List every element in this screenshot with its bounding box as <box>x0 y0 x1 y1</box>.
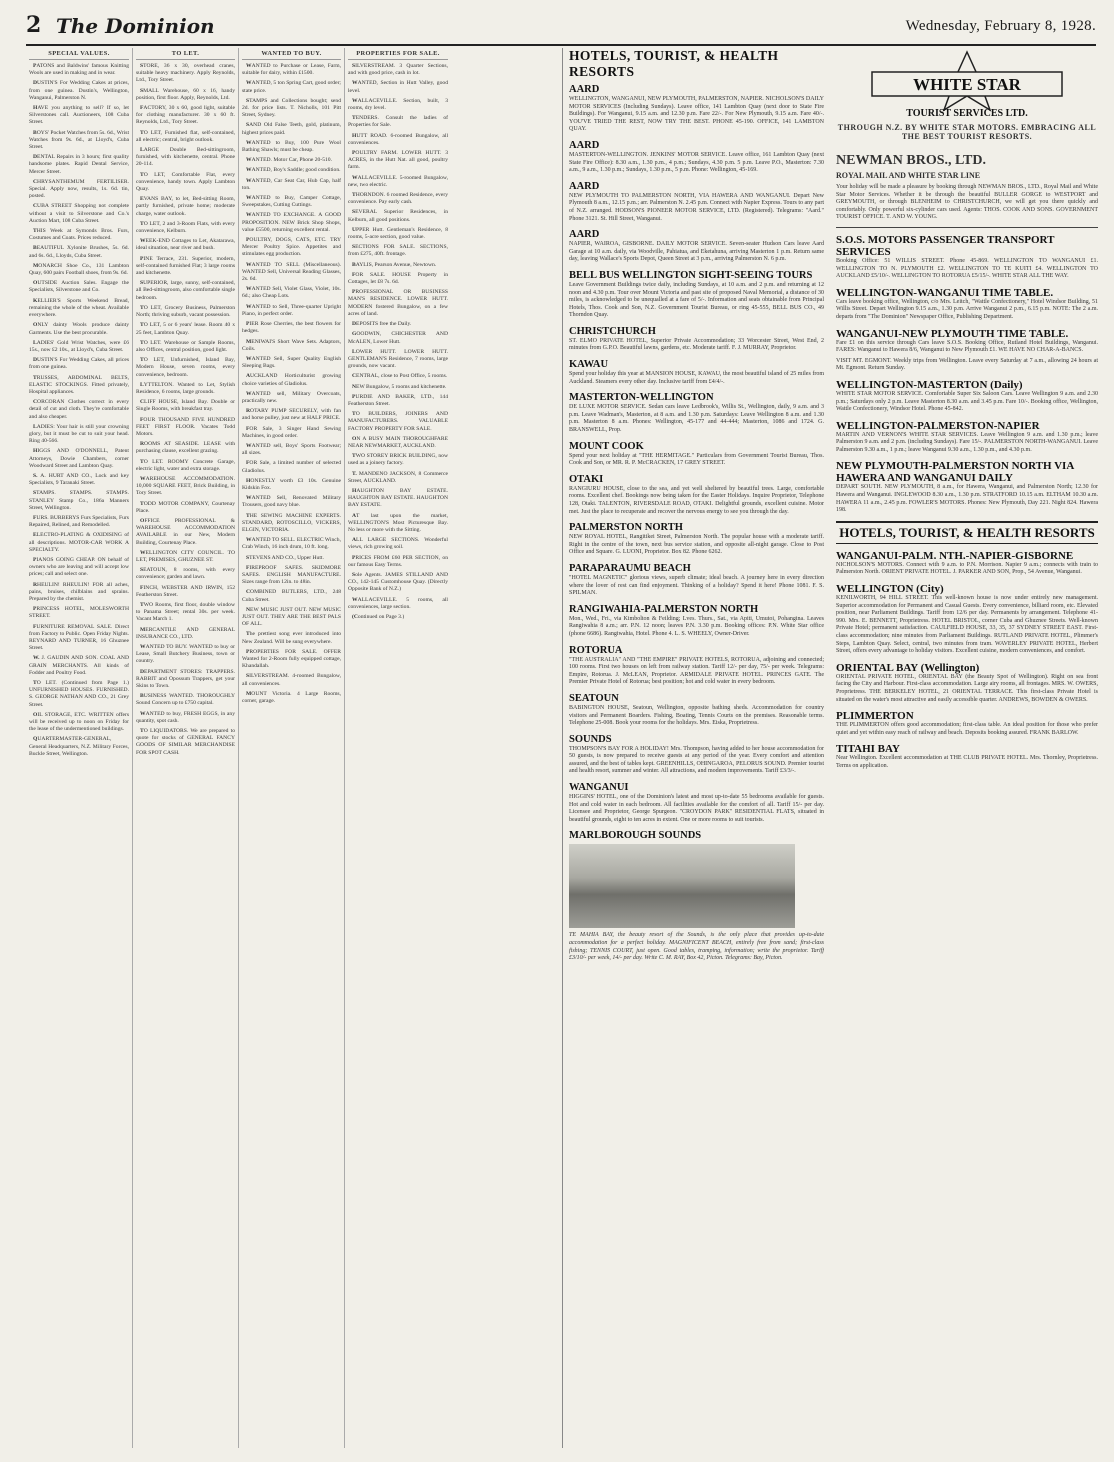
np-body: Fare £1 on this service through Cars leave S.O.S. Booking Office, Rutland Hotel Buildings, Wanganui. FARES: Wanganui to Hawera 8/6, Wanganui to New Plymouth £1. WE HAVE NO CHAR-A-BANCS. <box>836 339 1098 354</box>
np-title: WANGANUI-NEW PLYMOUTH TIME TABLE. <box>836 327 1069 340</box>
page-number: 2 <box>26 12 42 38</box>
classified-column-4 <box>344 48 451 1448</box>
classified-ad: TO LET, Grocery Business, Palmerston North; thriving suburb, vacant possession. <box>136 304 235 319</box>
napier-body: MARTIN AND VERNON'S WHITE STAR SERVICES. Leave Wellington 9 a.m. and 1.30 p.m.; leave Palmerston 9 a.m. and 2 p.m. (including Sundays). Fare 15/-. PALMERSTON NORTH-WANGANUI. Leave Palmerston 9.30 a.m., 1 p.m.; leave Wanganui 9.30 a.m., 1.30 p.m., and 4.30 p.m. <box>836 431 1098 453</box>
hotel-entry-name: SOUNDS <box>569 733 612 745</box>
classified-ad: WANTED, Section in Hutt Valley, good level. <box>348 80 448 94</box>
classified-ad: DEPOSITS free the Daily. <box>352 321 412 328</box>
classified-ad: DUSTIN'S For Wedding Cakes at prices, from one guinea. Dustin's, Wellington, Wanganui, Palmerston N. <box>29 80 129 101</box>
divider <box>836 227 1098 228</box>
hotel-entry-name: AARD <box>569 229 600 241</box>
classified-ad: CHRYSANTHEMUM FERTILISER. Special. Apply now, results, 1s. 6d. tin, posted. <box>29 178 129 200</box>
hotel-entry-body: NEW PLYMOUTH TO PALMERSTON NORTH, VIA HAWERA AND WANGANUI. Depart New Plymouth 8 a.m., 12.15 p.m.; arr. Palmerston N. 2.45 p.m. Connect with Napier Express. Tours to any part of N.Z. arranged. HODSON'S PIONEER MOTOR SERVICE, LTD. (Registered). Telegrams: "Aard." Phone 3121. St. Hill Street, Wanganui. <box>569 192 824 222</box>
classified-ad: WANTED to Purchase or Lease, Farm, suitable for dairy, within £1500. <box>242 63 341 77</box>
timetable-title: WELLINGTON-WANGANUI TIME TABLE. <box>836 286 1054 299</box>
hotel-entry-body: TE MAHIA BAY, the beauty resort of the Sounds, is the only place that provides up-to-date accommodation for a perfect holiday. MAGNIFICENT BEACH, entirely free from sand; first-class fishing; TENNIS COURT, just open. Good tables, tramping, information; write the proprietor. Tariff £3/10/- per week, 14/- per day. Write C. M. RAY, Box 42, Picton. Telegrams: Bay, Picton. <box>569 932 824 962</box>
classified-column-2 <box>132 48 238 1448</box>
hotel-entries <box>569 84 824 963</box>
hotel-entry-name: AARD <box>569 84 600 95</box>
classified-ad: CENTRAL, close to Post Office, 5 rooms. <box>352 373 448 380</box>
hotel-entry <box>569 229 824 264</box>
classified-ad: THE SEWING MACHINE EXPERTS. STANDARD, ROTOSCILLO, VICKERS, ELGIN, VICTORIA. <box>242 512 341 533</box>
classified-ad: (Continued on Page 3.) <box>352 614 405 620</box>
classified-ad: FOR Sale, a limited number of selected Gladiolus. <box>242 460 341 474</box>
hotels-title-2: HOTELS, TOURIST, & HEALTH RESORTS <box>836 521 1098 544</box>
hotel-entry-body: MASTERTON-WELLINGTON. JENKINS' MOTOR SERVICE. Leave office, 161 Lambton Quay (next State Fire Office): 8.30 a.m., 1.30 p.m., 4 p.m.; Sundays, 4.30 p.m. 5 p.m. Leave P.O., Masterton: 7.30 a.m., 9 a.m., 1.30 p.m.; Sundays, 1.30 p.m., 5 p.m. Phone: Wellington, 45-169. <box>569 151 824 174</box>
ads-list <box>348 63 448 621</box>
classified-ad: STAMPS and Collections bought; send 2d. for price lists. T. Nicholls, 101 Pitt Street, Sydney. <box>242 97 341 119</box>
classified-ad: HAUGHTON BAY ESTATE. HAUGHTON BAY ESTATE. HAUGHTON BAY ESTATE. <box>348 487 448 509</box>
column-heading: PROPERTIES FOR SALE. <box>348 50 448 60</box>
hotel-entry-name: CHRISTCHURCH <box>569 325 656 337</box>
ads-list <box>242 63 341 705</box>
classified-ad: BOYS' Pocket Watches from 5s. 6d., Wrist Watches from 9s. 6d., at Lloyd's, Cuba Street. <box>29 129 129 151</box>
classified-ad: TO LIQUIDATORS. We are prepared to quote for stocks of GENERAL FANCY GOODS OF SIMILAR MERCHANDISE FOR SPOT CASH. <box>136 728 235 756</box>
hotel-entry <box>569 84 824 134</box>
classified-ad: DENTAL Repairs in 3 hours; first quality handsome plates. Rapid Dental Service, Mercer Street. <box>29 154 129 175</box>
classified-ad: FIREPROOF SAFES. SKIDMORE SAFES. ENGLISH MANUFACTURE. Sizes range from 12in. to 48in. <box>242 564 341 586</box>
classified-ad: TWO Rooms, first floor, double window to Panama Street; rental 30s. per week. Vacant March 1. <box>136 602 235 623</box>
hotel-entry <box>569 830 824 962</box>
classified-ad: GOODWIN, CHICHESTER AND McALEN, Lower Hutt. <box>348 331 448 345</box>
classified-ad: RHEULIN! RHEULIN! FOR all aches, pains, bruises, chilblains and sprains. Prepared by the chemist. <box>29 581 129 602</box>
classified-ad: STAMPS. STAMPS. STAMPS. STANLEY Stamp Co., 186a Manners Street, Wellington. <box>29 490 129 511</box>
classified-ad: QUARTERMASTER-GENERAL, General Headquarters, N.Z. Military Forces, Buckle Street, Wellington. <box>29 736 129 757</box>
classified-ad: WELLINGTON CITY COUNCIL. TO LET, PREMISES, GHUZNEE ST. <box>136 549 235 563</box>
classified-ad: STORE, 36 x 30, overhead cranes, suitable heavy machinery. Apply Reynolds, Ltd., Tory Street. <box>136 63 235 84</box>
classified-column-3 <box>238 48 344 1448</box>
classified-ad: TO LET. Warehouse or Sample Rooms, also Offices, central position, good light. <box>136 339 235 353</box>
hotel-entry-body: Spend your holiday this year at MANSION HOUSE, KAWAU, the most beautiful island of 25 miles from Auckland. Steamers every other day. Inclusive tariff from £4/4/-. <box>569 371 824 385</box>
classified-ad: Sole Agents. JAMES STILLAND AND CO., 142-145 Customhouse Quay. (Directly Opposite Bank of N.Z.) <box>348 571 448 593</box>
classified-ad: S. A. HURT AND CO., Lock and key Specialists, 9 Taranaki Street. <box>29 472 129 487</box>
hotels-section <box>562 48 824 1448</box>
wngn-title: WANGANUI-PALM. NTH.-NAPIER-GISBORNE <box>836 549 1074 562</box>
hotel-entry <box>569 734 824 776</box>
hotel-entry <box>569 392 824 434</box>
classified-ad: CORCORAN Clothes correct in every detail of cut and cloth. They're comfortable and also cheaper. <box>29 399 129 420</box>
classified-ad: WANTED TO SELL. ELECTRIC Winch, Crab Winch, 16 inch drum, 10 ft. long. <box>242 537 341 551</box>
hotel-entry-body: RANGIURU HOUSE, close to the sea, and yet well sheltered by beautiful trees. Large, comfortable rooms. Excellent chef. Bookings now being taken for the Easter Holidays. Inquire Proprietor, Telephone 128, Otaki. TALENTON, RIVERSDALE ROAD, OTAKI. Delightful grounds, excellent cuisine. Motor met. Just the place to recuperate and recover the nervous energy to see you through the day. <box>569 485 824 515</box>
nplym-title: NEW PLYMOUTH-PALMERSTON NORTH VIA HAWERA AND WANGANUI DAILY <box>836 460 1074 485</box>
classified-ad: MENIWAI'S Short Wave Sets. Adaptors, Coils. <box>242 338 341 352</box>
classified-ad: TWO STOREY BRICK BUILDING, now used as a joinery factory. <box>348 453 448 467</box>
masthead <box>26 10 1096 46</box>
classified-ad: W. J. GAUDIN AND SON. COAL AND GRAIN MERCHANTS. All kinds of Fodder and Poultry Food. <box>29 655 129 676</box>
classified-ad: The prettiest song ever introduced into New Zealand. Will be sung everywhere. <box>242 631 341 645</box>
hotel-entry-body: NEW ROYAL HOTEL, Rangitikei Street, Palmerston North. The popular house with a moderate tariff. Right in the centre of the town, next bus service station, and opposite all-night garage. Close to Post Office and Square. G. LUONI, Proprietor. Box 82. Phone 6262. <box>569 534 824 556</box>
classified-ad: OUTSIDE Auction Sales. Engage the Specialists, Silverstone and Co. <box>29 280 129 294</box>
classified-ad: LOWER HUTT. LOWER HUTT. GENTLEMAN'S Residence, 7 rooms, large grounds, now vacant. <box>348 348 448 370</box>
hotel-entry-body: THOMPSON'S BAY FOR A HOLIDAY! Mrs. Thompson, having added to her house accommodation for 50 guests, is now prepared to receive guests at any period of the year. Every comfort and attention assured, and the best of tables kept. GREENHILLS, OHINGAROA, PELORUS SOUND. Premier tourist and health resort, summer and winter. All attractions, and modern improvements. Tariff £3/3/-. <box>569 745 824 775</box>
ads-list <box>29 63 129 758</box>
classified-ad: WANTED Sell, Violet Glass, Violet, 10s. 6d.; also Cheap Lots. <box>242 286 341 300</box>
classified-ad: WAREHOUSE ACCOMMODATION. 10,000 SQUARE FEET, Brick Building, in Tory Street. <box>136 475 235 497</box>
classified-ad: SILVERSTREAM. 4-roomed Bungalow, all conveniences. <box>242 673 341 687</box>
hotel-entry <box>569 474 824 516</box>
classified-ad: PIER Rose Cherries, the best flowers for hedges. <box>242 321 341 335</box>
classified-ad: FINCH, WEBSTER AND IRWIN, 152 Featherston Street. <box>136 584 235 598</box>
classified-ad: SECTIONS FOR SALE. SECTIONS, from £275, 40ft. frontage. <box>348 244 448 258</box>
classified-column-1 <box>26 48 132 1448</box>
classified-ad: PROFESSIONAL OR BUSINESS MAN'S RESIDENCE. LOWER HUTT. MODERN fostered Bungalow, on a few acres of land. <box>348 289 448 317</box>
classified-ad: WALLACEVILLE. Section, built, 3 rooms, dry level. <box>348 97 448 112</box>
classified-ad: DUSTIN'S For Wedding Cakes, all prices from one guinea. <box>29 357 129 371</box>
classified-ad: FOR Sale, 3 Singer Hand Sewing Machines, in good order. <box>242 425 341 439</box>
plimmerton-body: THE PLIMMERTON offers good accommodation; first-class table. An ideal position for those who prefer quiet and yet within easy reach of railway and beach. Deposits booking assured. FRANK BARLOW. <box>836 722 1098 736</box>
classified-ad: WEEK-END Cottages to Let, Akatarawa, ideal situation, near river and bush. <box>136 238 235 252</box>
classified-ad: MONARCH Shoe Co., 131 Lambton Quay, 600 pairs Football shoes, from 9s. 6d. <box>29 262 129 277</box>
classified-ad: TENDERS. Consult the ladies of Properties for Sale. <box>348 115 448 129</box>
hotel-entry-name: KAWAU <box>569 359 609 371</box>
classified-ad: SEATOUN, 8 rooms, with every convenience; garden and lawn. <box>136 567 235 581</box>
napier-title: WELLINGTON-PALMERSTON-NAPIER <box>836 419 1040 432</box>
classified-ad: SUPERIOR, large, sunny, self-contained, all Bed-sittingroom, also comfortable single bedroom. <box>136 280 235 301</box>
classified-ad: MERCANTILE AND GENERAL INSURANCE CO., LTD. <box>136 626 235 640</box>
hotel-entry-name: MARLBOROUGH SOUNDS <box>569 830 702 842</box>
white-star-tagline: THROUGH N.Z. BY WHITE STAR MOTORS. EMBRACING ALL THE BEST TOURIST RESORTS. <box>837 123 1097 141</box>
hotel-entry-name: BELL BUS WELLINGTON SIGHT-SEEING TOURS <box>569 269 813 281</box>
classified-ad: FURNITURE REMOVAL SALE. Direct from Factory to Public. Open Friday Nights. REYNARD AND TURNER, 16 Ghuznee Street. <box>29 623 129 652</box>
marlborough-sounds-photo <box>569 844 795 928</box>
hotel-entry-name: AARD <box>569 139 600 151</box>
classified-ad: WANTED, Boy's Saddle; good condition. <box>246 167 341 174</box>
paper-name: The Dominion <box>56 14 215 38</box>
classified-ad: TO LET. ROOMY Concrete Garage, electric light, water and extra storage. <box>136 458 235 472</box>
classified-ad: ON A BUSY MAIN THOROUGHFARE NEAR NEWMARKET, AUCKLAND. <box>348 435 448 449</box>
classified-ad: OIL STORAGE, ETC. WRITTEN offers will be received up to noon on Friday for the lease of the undermentioned buildings. <box>29 711 129 733</box>
classified-ad: PROPERTIES FOR SALE. OFFER Wanted for 2-Room fully equipped cottage, Khandallah. <box>242 648 341 670</box>
classified-ad: HIGGS AND O'DONNELL, Patent Attorneys, Dowie Chambers, corner Woodward Street and Lambton Quay. <box>29 448 129 469</box>
newman-subtitle: ROYAL MAIL AND WHITE STAR LINE <box>836 171 981 180</box>
classified-ad: WANTED Sell, Renovated Military Trousers, good navy blue. <box>242 495 341 509</box>
classified-ad: ALL LARGE SECTIONS. Wonderful views, rich growing soil. <box>348 537 448 551</box>
daily-title: WELLINGTON-MASTERTON (Daily) <box>836 378 1023 391</box>
classified-ad: LADIES: Your hair is still your crowning glory, but it must be cut to suit your head. Ring 40-566. <box>29 423 129 445</box>
hotel-entry <box>569 645 824 687</box>
classified-ad: WANTED to Buy, Camper Cottage, Sweepstakes, Cutting Cuttings. <box>242 195 341 209</box>
egmont-body: VISIT MT. EGMONT. Weekly trips from Wellington. Leave every Saturday at 7 a.m., allowing 24 hours at Mt. Egmont. Return Sunday. <box>836 357 1098 372</box>
classified-ad: AT last upon the market, WELLINGTON'S Most Picturesque Bay. No less or more with the Sitting. <box>348 512 448 533</box>
classified-ad: FACTORY, 30 x 60, good light, suitable for clothing manufacturer. 30 x 60 ft. Reynolds, Ltd., Tory Street. <box>136 105 235 126</box>
classified-ad: PIANOS GOING CHEAP. ON behalf of owners who are leaving and will accept low prices; call and select one. <box>29 556 129 578</box>
classified-ad: CLIFF HOUSE, Island Bay. Double or Single Rooms, with breakfast tray. <box>136 399 235 413</box>
hotel-entry <box>569 326 824 353</box>
hotel-entry-body: "HOTEL MAGNETIC" glorious views, superb climate; ideal beach. A journey here in every direction where the lover of rest can find enjoyment. Thinking of a holiday? Spend it here! Phone 1081. F. S. SPILMAN. <box>569 574 824 597</box>
classified-ad: THIS Week at Symonds Bros. Furs, Costumes and Coats. Prices reduced. <box>29 228 129 242</box>
newman-body: Your holiday will be made a pleasure by booking through NEWMAN BROS., LTD., Royal Mail and White Star Motor Services. Whether it be through the beautiful BULLER GORGE to WESTPORT and GREYMOUTH, or through BLENHEIM to CHRISTCHURCH, we will get you there quickly and comfortably. Only powerful six-cylinder cars used. Agents: THOS. COOK AND SONS. GOVERNMENT TOURIST OFFICE. T. AND W. YOUNG. <box>836 184 1098 221</box>
classified-ad: CUBA STREET Shopping not complete without a visit to Silverstone and Co.'s Auction Mart, 108 Cuba Street. <box>29 203 129 224</box>
classified-ad: PRINCESS HOTEL, MOLESWORTH STREET. <box>29 606 129 620</box>
classified-ad: PATONS and Baldwins' famous Knitting Wools are used in making and in wear. <box>29 63 129 77</box>
hotel-entry-name: OTAKI <box>569 473 604 485</box>
classified-ad: ROOMS AT SEASIDE. LEASE with purchasing clause, excellent grazing. <box>136 441 235 455</box>
hotel-entry-name: WANGANUI <box>569 782 629 794</box>
hotel-entry-body: NAPIER, WAIROA, GISBORNE. DAILY MOTOR SERVICE. Seven-seater Hudson Cars leave Aard Garage at 10 a.m. daily, via Woodville, Pahiatua, and Eketahuna, arriving Masterton 1 p.m. Return same day, leaving Wallace's Sports Depot, Queen Street at 3 p.m., arriving Palmerston N. 6 p.m. <box>569 241 824 263</box>
hotel-entry-body: DE LUXE MOTOR SERVICE. Sedan cars leave Ledbrook's, Willis St., Wellington, daily, 9 a.m. and 3 p.m. Leave Wadman's, Masterton, at 8 a.m. and 1.30 p.m. Saturdays: Leave Wellington 8 a.m. and 1.30 p.m. Masterton 8 a.m. Phones: Wellington, 45-177 and 44-444; Masterton, 1086 and 1724. G. BRANSWELL, Prop. <box>569 404 824 434</box>
classified-ad: LYTTELTON. Wanted to Let, Stylish Residence, 6 rooms, large grounds. <box>136 381 235 395</box>
classified-ad: FOUR THOUSAND FIVE HUNDRED FEET FIRST FLOOR. Vacates Todd Motors. <box>136 416 235 437</box>
classified-ad: PINE Terrace, 231. Superior, modern, self-contained furnished Flat; 3 large rooms and kitchenette. <box>136 255 235 277</box>
classified-ad: ONLY dainty Wools produce dainty Garments. Use the best procurable. <box>29 322 129 336</box>
classified-ad: WANTED to Buy, 100 Pure Wool Bathing Shawls; must be cheap. <box>242 139 341 154</box>
classified-ad: TO LET. (Continued from Page 1.) UNFURNISHED HOUSES. FURNISHED. S. GEORGE NATHAN AND CO., 21 Grey Street. <box>29 680 129 708</box>
hotel-entry-name: ROTORUA <box>569 644 623 656</box>
classified-ad: FOR SALE. HOUSE Property in Cottages, let £8 7s. 6d. <box>348 271 448 286</box>
newman-title: NEWMAN BROS., LTD. <box>836 153 987 168</box>
classified-ad: TO LET, 5 or 6 years' lease. Room 40 x 25 feet, Lambton Quay. <box>136 322 235 336</box>
timetable-body: Cars leave booking office, Wellington, c/o Mrs. Leitch, "Wattle Confectionery," Hotel Windsor Building, 51 Willis Street. Depart Wellington 9.15 a.m., 1.30 p.m. Arrive Wanganui 2 p.m., 6.15 p.m. NOTE: The 2 a.m. departs from "The Dominion" Newspaper Office, Publishing Department. <box>836 298 1098 320</box>
classified-ad: THORNDON. 6 roomed Residence, every convenience. Pay early cash. <box>348 192 448 206</box>
classified-ad: BAYLIS, Pearson Avenue, Newtown. <box>352 261 437 268</box>
classified-ad: WANTED Sell, Super Quality English Sleeping Bags. <box>242 355 341 370</box>
hotel-entry-body: BABINGTON HOUSE, Seatoun, Wellington, opposite bathing sheds. Accommodation for country visitors and Permanent Boarders. Fishing, Boating, Tennis Courts on the premises. Reasonable terms. Telephone 25-008. Book your rooms for the holidays. Mrs. Eiska, Proprietress. <box>569 704 824 727</box>
classified-ad: PURDIE AND BAKER, LTD., 144 Featherston Street. <box>348 393 448 407</box>
classified-ad: T. MANDENO JACKSON, 8 Commerce Street, AUCKLAND. <box>348 470 448 484</box>
hotel-entry <box>569 693 824 728</box>
hotel-entry-body: Spend your next holiday at "THE HERMITAGE." Particulars from Government Tourist Bureau, Thos. Cook and Son, or MR. R. P. McCRACKEN, 17 GREY STREET. <box>569 452 824 467</box>
classified-ad: NEW MUSIC JUST OUT. NEW MUSIC JUST OUT. THEY ARE THE BEST PALS OF ALL. <box>242 606 341 628</box>
white-star-column <box>836 48 1098 1448</box>
classified-ad: TO LET, Unfurnished, Island Bay, Modern House, seven rooms, every convenience, bedroom. <box>136 357 235 378</box>
hotel-entry-body: WELLINGTON, WANGANUI, NEW PLYMOUTH, PALMERSTON, NAPIER. NICHOLSON'S DAILY MOTOR SERVICES (Including Sundays). Leave office, 141 Lambton Quay (next door to State Fire Buildings). For Wanganui, 9.15 a.m. and 12.30 p.m. Fare 22/-. For New Plymouth, 9.15 a.m. Fare 40/-. YOU'VE TRIED THE REST, NOW TRY THE BEST. PHONE 45-190. OFFICE, 141 LAMBTON QUAY. <box>569 96 824 133</box>
sos-title: S.O.S. MOTORS PASSENGER TRANSPORT SERVICES <box>836 233 1055 258</box>
classified-ad: OFFICE PROFESSIONAL & WAREHOUSE ACCOMMODATION AVAILABLE in our New, Modern Building, Courtenay Place. <box>136 517 235 546</box>
titahi-title: TITAHI BAY <box>836 743 900 756</box>
classified-ad: UPPER Hutt. Gentleman's Residence, 8 rooms, 5-acre section, good value. <box>348 226 448 241</box>
classified-ad: SILVERSTREAM. 3 Quarter Sections, and with good price, cash in lot. <box>348 63 448 77</box>
hotel-entry <box>569 181 824 223</box>
classified-ad: ROTARY PUMP SECURELY, with fan and horse pulley, just new at HALF PRICE. <box>242 408 341 422</box>
classified-ad: HONESTLY worth £3 10s. Genuine Kidskin Fox. <box>242 477 341 491</box>
classified-ad: AUCKLAND Horticulturist growing choice varieties of Gladiolus. <box>242 373 341 387</box>
ads-list <box>136 63 235 757</box>
classified-ad: SEVERAL Superior Residences, in Kelburn, all good positions. <box>348 209 448 223</box>
classified-ad: WANTED, 5 ton Spring Cart, good order; state price. <box>242 80 341 94</box>
classified-ad: HAVE you anything to sell? If so, let Silverstones call. Auctioneers, 108 Cuba Street. <box>29 105 129 126</box>
classified-ad: TO BUILDERS, JOINERS AND MANUFACTURERS. VALUABLE FACTORY PROPERTY FOR SALE. <box>348 411 448 432</box>
classified-ad: WANTED TO SELL (Miscellaneous). WANTED Sell, Universal Reading Glasses, 2s. 6d. <box>242 261 341 283</box>
classified-ad: BEAUTIFUL Xylonite Brushes, 5s. 6d. and 6s. 6d., Lloyds, Cuba Street. <box>29 245 129 259</box>
classified-ad: WANTED TO EXCHANGE. A GOOD PROPOSITION. NEW Brick Shop Shops, value £5500, returning excellent rental. <box>242 212 341 233</box>
daily-body: WHITE STAR MOTOR SERVICE. Comfortable Super Six Saloon Cars. Leave Wellington 9 a.m. and 2.30 p.m.; Saturdays only 2 p.m. Leave Masterton 8.30 a.m. and 3.45 p.m. Fare 10/-. Booking office, Wellington, Wattle Confectionery, Windsor Hotel. Phone 45-842. <box>836 390 1098 413</box>
hotel-entry-name: MOUNT COOK <box>569 440 644 452</box>
svg-text:WHITE STAR: WHITE STAR <box>913 75 1021 94</box>
classified-ad: TODD MOTOR COMPANY, Courtenay Place. <box>136 500 235 514</box>
classified-ad: HUTT ROAD. 6-roomed Bungalow, all conveniences. <box>348 132 448 146</box>
classified-ad: MOUNT Victoria. 4 Large Rooms, corner, garage. <box>242 690 341 705</box>
classified-ad: FURS. BURBERYS Furs Specialists, Furs Repaired, Relined, and Remodelled. <box>29 514 129 529</box>
hotel-entry <box>569 563 824 598</box>
titahi-body: Near Wellington. Excellent accommodation at THE CLUB PRIVATE HOTEL. Mrs. Thornley, Proprietress. Terms on application. <box>836 755 1098 769</box>
hotel-entry-name: AARD <box>569 180 600 192</box>
classified-ad: TO LET, 2 and 3-Room Flats, with every convenience, Kelburn. <box>136 220 235 235</box>
classified-ad: WANTED. Motor Car, Phone 20-510. <box>246 157 333 164</box>
wngn-body: NICHOLSON'S MOTORS. Connect with 9 a.m. to P.N. Morrison. Napier 9 a.m.; connects with train to Palmerston North. ORIENT PRIVATE HOTEL. J. PARKER AND SON, Prop., 54 Avenue, Wanganui. <box>836 561 1098 576</box>
classified-ad: WALLACEVILLE. 5-roomed Bungalow, new, two electric. <box>348 174 448 188</box>
classified-ad: WANTED sell, Boys' Sports Footwear; all sizes. <box>242 442 341 457</box>
classified-ad: WANTED to Sell, Three-quarter Upright Piano, in perfect order. <box>242 303 341 317</box>
classified-ad: LADIES' Gold Wrist Watches, were £6 15s., now £2 10s., at Lloyd's, Cuba Street. <box>29 339 129 353</box>
wellington-body: KENILWORTH, 94 HILL STREET. This well-known house is now under entirely new management. Superior accommodation for Permanent and Casual Guests. Every convenience, billiard room, etc. Elevated position, near Parliament Buildings. Tariff from 12/6 per day. Permanents by arrangement. Telephone 41-990. Mrs. E. BENNETT, Proprietress. HOTEL BRISTOL, corner Cuba and Ghuznee Streets. Well-known Private Hotel; permanent satisfaction. CAULFIELD HOUSE, 33, 35, 37 SYDNEY STREET EAST. First-class accommodation; nine minutes from Parliament Buildings. RUTLAND PRIVATE HOTEL, Plimmer's Steps, Lambton Quay. Select, central, two minutes from tram. WAVERLEY PRIVATE HOTEL, Herbert Street, offers every advantage to holiday visitors. Excellent cuisine, modern conveniences, and comfort. <box>836 595 1098 655</box>
classified-ad: POULTRY, DOGS, CATS, ETC. TRY Mercer Poultry Spice. Appetites and stimulates egg production. <box>242 237 341 258</box>
classified-ad: KELLIER'S Sports Weekend Bread, remaining the whole of the wheat. Available everywhere. <box>29 297 129 319</box>
oriental-body: ORIENTAL PRIVATE HOTEL, ORIENTAL BAY (the Beauty Spot of Wellington). Right on sea front facing the City and Harbour. First-class accommodation. Large airy rooms, all frontages. MRS. W. OWERS, Proprietress. THE BERKELEY HOTEL, 21 ORIENTAL TERRACE. This first-class Private Hotel is situated on the water's most attractive and easily accessible quarter. ANDREWS, BOWDEN & OWERS. <box>836 673 1098 703</box>
hotel-entry-body: HIGGINS' HOTEL, one of the Dominion's latest and most up-to-date 55 bedrooms available for guests. Hot and cold water in each bedroom. All facilities available for the comfort of all. Tariff 15/- per day. Licensee and Proprietor, George Spurgeon. "CROYDON PARK" RESIDENTIAL FLATS, situated in beautiful grounds, eight to ten acres in extent. One or more rooms to suit tourists. <box>569 794 824 823</box>
classified-ad: WALLACEVILLE. 5 rooms, all conveniences, large section. <box>348 596 448 610</box>
plimmerton-title: PLIMMERTON <box>836 710 914 723</box>
classified-ad: WANTED, Car Seat Car, Hub Cap, half ton. <box>242 177 341 191</box>
hotel-entry <box>569 782 824 824</box>
column-heading: WANTED TO BUY. <box>242 50 341 60</box>
classified-ad: WANTED sell, Military Overcoats, practically new. <box>242 390 341 404</box>
wellington-title: WELLINGTON (City) <box>836 583 944 596</box>
classified-ad: ELECTRO-PLATING & OXIDISING of all descriptions. MOTOR-CAR WORK A SPECIALTY. <box>29 532 129 553</box>
oriental-title: ORIENTAL BAY (Wellington) <box>836 661 980 674</box>
hotel-entry-body: Mon., Wed., Fri., via Kimbolton & Feilding; Lves. Thurs., Sat., via Apiti, Umutoi, Pohangina. Leaves Rangiwahia 8 a.m.; arr. P.N. 12 noon; leaves P.N. 3.30 p.m. Booking offices: P.N. White Star office (phone 6686). Rangiwahia, Hotel. Phone 4. L. S. WHEELY, Owner-Driver. <box>569 615 824 637</box>
hotel-entry <box>569 522 824 557</box>
hotel-entry-body: "THE AUSTRALIA" AND "THE EMPIRE" PRIVATE HOTELS, ROTORUA, adjoining and connected; 100 rooms. First two houses on left from railway station. Tariff 12/- per day, 75/- per week. Telegrams: Empire, Rotorua. J. McLEAN, Proprietor. ARMIDALE PRIVATE HOTEL. PRINCES GATE. The Premier Private Hotel of Rotorua; best position; hot and cold water in every bedroom. <box>569 656 824 686</box>
classified-ad: DEPARTMENT STORES: TRAPPERS. RABBIT and Opossum Trappers, get your Skins to Town. <box>136 668 235 690</box>
classified-ad: PRICES FROM £60 PER SECTION, on our famous Easy Terms. <box>348 554 448 568</box>
classified-ad: LARGE Double Bed-sittingroom, furnished, with kitchenette, central. Phone 20-114. <box>136 147 235 168</box>
classified-ad: TRUSSES, ABDOMINAL BELTS, ELASTIC STOCKINGS. Fitted privately, Hospital appliances. <box>29 374 129 395</box>
hotel-entry <box>569 140 824 175</box>
hotel-entry-name: PALMERSTON NORTH <box>569 522 683 534</box>
classified-ad: POULTRY FARM. LOWER HUTT. 3 ACRES, in the Hutt Nat. all good, poultry farm. <box>348 150 448 171</box>
classified-ad: TO LET, Comfortable Flat, every convenience, handy town. Apply Lambton Quay. <box>136 171 235 193</box>
classified-ad: STEVENS AND CO., Upper Hutt. <box>246 554 324 561</box>
hotel-entry <box>569 270 824 320</box>
classified-ad: WANTED TO BUY. WANTED to buy or Lease, Small Butchery Business, town or country. <box>136 644 235 665</box>
hotel-entry <box>569 441 824 468</box>
hotel-entry-name: PARAPARAUMU BEACH <box>569 562 691 574</box>
column-heading: TO LET. <box>136 50 235 60</box>
issue-date: Wednesday, February 8, 1928. <box>905 18 1096 34</box>
hotel-entry-name: SEATOUN <box>569 692 619 704</box>
classified-ad: NEW Bungalow, 5 rooms and kitchenette. <box>352 383 447 390</box>
white-star-logo <box>862 50 1072 120</box>
classified-ad: SMALL Warehouse, 60 x 16, handy position, first floor. Apply, Reynolds, Ltd. <box>136 87 235 101</box>
hotel-entry <box>569 359 824 386</box>
nplym-body: DEPART SOUTH. NEW PLYMOUTH, 8 a.m., for Hawera, Wanganui, and Palmerston North; 12.30 for Hawera and Wanganui. INGLEWOOD 8.30 a.m., 1.30 p.m. STRATFORD 10.15 a.m. ELTHAM 10.30 a.m. HAWERA 11 a.m., 2.45 p.m. FOWLER'S MOTORS. Phones: New Plymouth, Day 221. Night 824. Hawera 198. <box>836 484 1098 514</box>
hotel-entry <box>569 604 824 639</box>
hotels-title: HOTELS, TOURIST, & HEALTH RESORTS <box>569 48 779 79</box>
classified-ad: TO LET, Furnished flat, self-contained, all electric; central, bright outlook. <box>136 129 235 143</box>
column-heading: SPECIAL VALUES. <box>29 50 129 60</box>
hotel-entry-name: RANGIWAHIA-PALMERSTON NORTH <box>569 603 759 615</box>
hotel-entry-body: ST. ELMO PRIVATE HOTEL, Superior Private Accommodation; 33 Worcester Street, West End, 2 minutes from G.P.O. Beautiful lawns, gardens, etc. Moderate tariff. F. J. MURRAY, Proprietor. <box>569 337 824 352</box>
hotel-entry-name: MASTERTON-WELLINGTON <box>569 392 714 404</box>
classified-ad: WANTED to buy, FRESH EGGS, in any quantity, spot cash. <box>136 710 235 724</box>
sos-body: Booking Office: 51 WILLIS STREET. Phone 45-869. WELLINGTON TO WANGANUI £1. WELLINGTON TO N. PLYMOUTH £2. WELLINGTON TO TE KUITI £4. WELLINGTON TO AUCKLAND £5/10/-. WELLINGTON TO ROTORUA £5/15/-. WHITE STAR ALL THE WAY. <box>836 257 1098 280</box>
classified-ad: EVANS BAY, to let, Bed-sitting Room, partly furnished, private home; moderate charge, water outlook. <box>136 196 235 217</box>
svg-text:TOURIST SERVICES LTD.: TOURIST SERVICES LTD. <box>906 108 1028 119</box>
classified-ad: BUSINESS WANTED. THOROUGHLY Sound Concern up to £750 capital. <box>136 693 235 707</box>
classified-ad: COMBINED BUTLERS, LTD., 248 Cuba Street. <box>242 589 341 603</box>
hotel-entry-body: Leave Government Buildings twice daily, including Sundays, at 10 a.m. and 2 p.m. and returning at 12 noon and 4.30 p.m. Tour over Mount Victoria and past site of proposed Naval Memorial, a distance of 30 miles, is acknowledged to be unequalled at a fare of 5/-. Information and seats obtainable from Principal Hotels, Thos. Cook and Son, N.Z. Government Tourist Bureau, or ring 45-555, BELL BUS CO., 49 Thorndon Quay. <box>569 281 824 319</box>
classified-ad: SAND Old False Teeth, gold, platinum, highest prices paid. <box>242 122 341 136</box>
